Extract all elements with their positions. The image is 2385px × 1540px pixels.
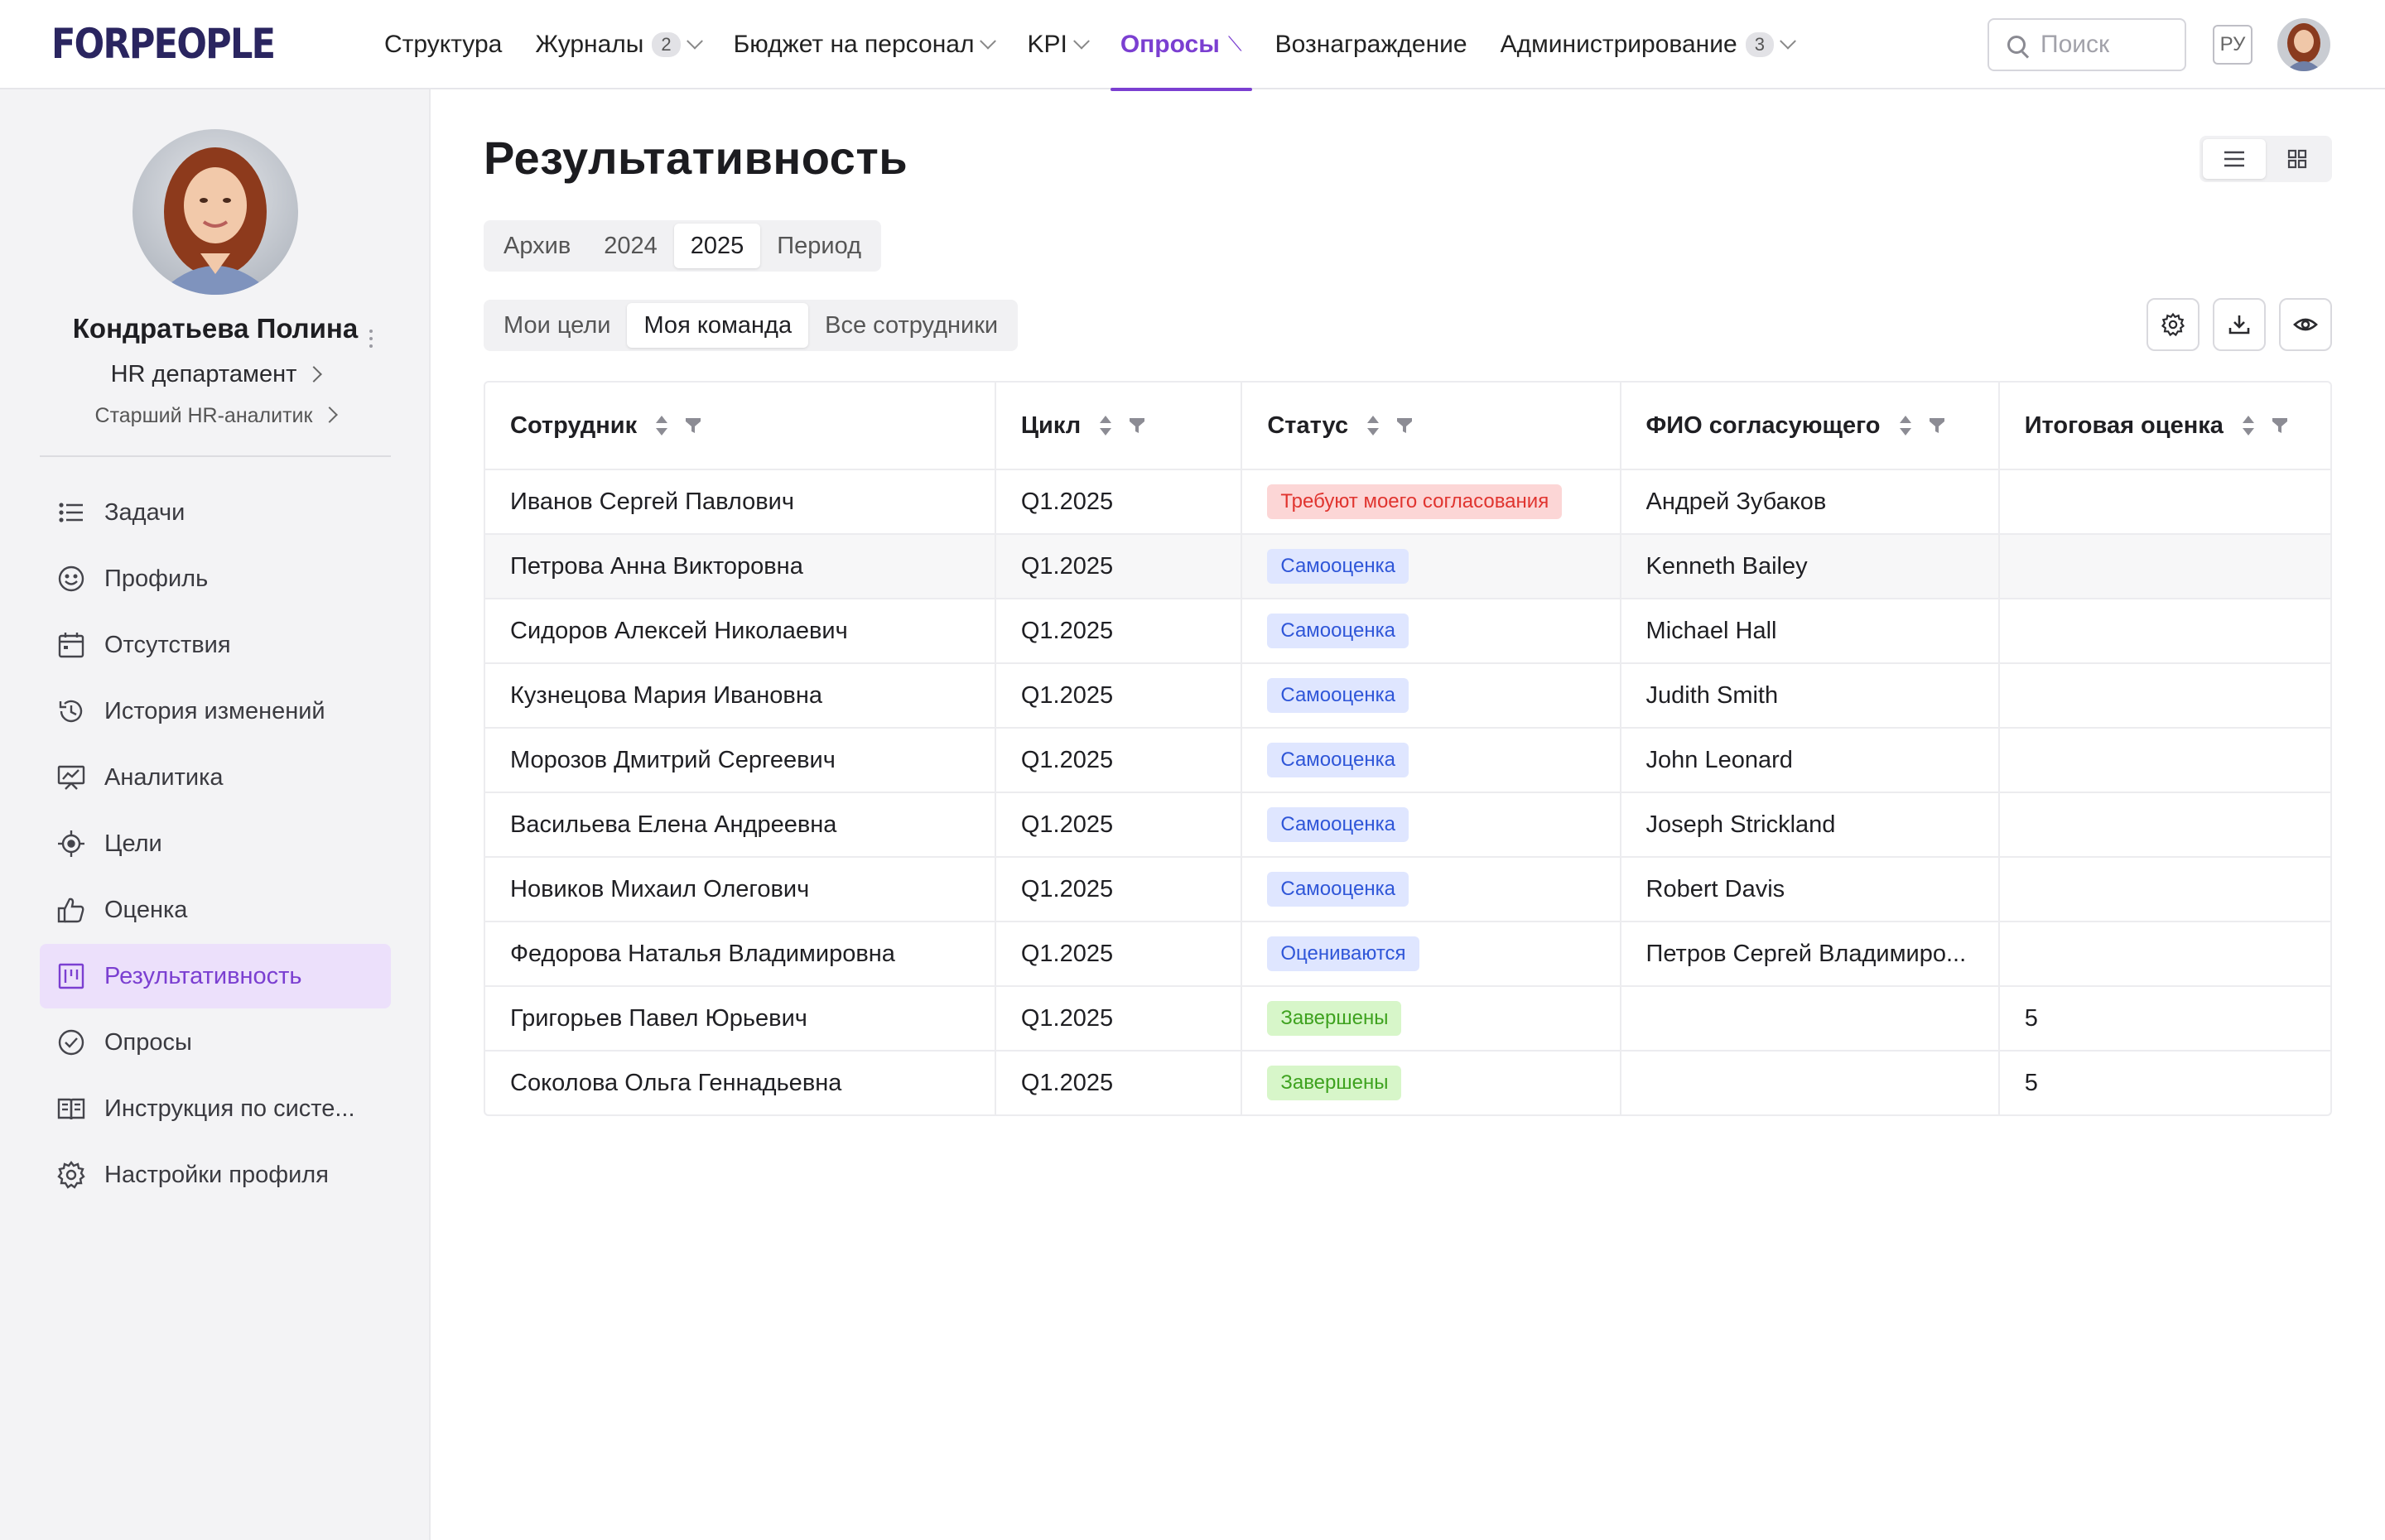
cell-approver	[1621, 1052, 2000, 1114]
sidebar-item-profile[interactable]	[40, 546, 391, 611]
thumbs-up-icon	[56, 895, 86, 925]
sidebar-item-performance[interactable]	[40, 944, 391, 1008]
cell-status	[1242, 599, 1621, 662]
table-row[interactable]	[485, 856, 2330, 921]
profile-department-link[interactable]	[0, 361, 431, 388]
tab-my-goals[interactable]: Мои цели	[504, 311, 611, 339]
tab-archive[interactable]: Архив	[504, 232, 571, 259]
view-toggle	[2200, 136, 2332, 182]
cell-final-score	[2000, 599, 2330, 662]
gear-icon	[2161, 312, 2185, 337]
check-circle-icon	[56, 1027, 86, 1057]
cell-approver	[1621, 987, 2000, 1050]
cell-employee: Новиков Михаил Олегович	[485, 858, 996, 921]
analytics-icon	[56, 763, 86, 792]
sidebar-item-label: Профиль	[104, 565, 209, 592]
cell-status	[1242, 1052, 1621, 1114]
cell-approver	[1621, 793, 2000, 856]
list-view-button[interactable]	[2203, 139, 2266, 179]
column-header-employee	[485, 383, 996, 469]
cell-approver	[1621, 664, 2000, 727]
filter-icon[interactable]	[1929, 416, 1945, 435]
cell-employee: Сидоров Алексей Николаевич	[485, 599, 996, 662]
cell-approver	[1621, 922, 2000, 985]
table-row[interactable]	[485, 469, 2330, 533]
cell-cycle: Q1.2025	[996, 987, 1242, 1050]
column-header-approver	[1621, 383, 2000, 469]
nav-item-kpi[interactable]	[1017, 0, 1096, 89]
list-icon	[56, 498, 86, 527]
status-badge: Самооценка	[1267, 807, 1409, 842]
cell-cycle: Q1.2025	[996, 729, 1242, 792]
cell-employee: Григорьев Павел Юрьевич	[485, 987, 996, 1050]
cell-status	[1242, 664, 1621, 727]
profile-department: HR департамент	[110, 361, 297, 387]
cell-final-score	[2000, 858, 2330, 921]
cell-final-score	[2000, 664, 2330, 727]
count-badge: 2	[652, 32, 680, 57]
filter-icon[interactable]	[685, 416, 701, 435]
cell-cycle: Q1.2025	[996, 664, 1242, 727]
profile-role-link[interactable]	[0, 404, 431, 428]
sidebar-item-label: Задачи	[104, 498, 186, 526]
profile-avatar[interactable]	[132, 129, 298, 295]
status-badge: Оцениваются	[1267, 936, 1419, 971]
sidebar-item-analytics[interactable]	[40, 745, 391, 810]
chevron-down-icon	[687, 33, 703, 50]
nav-item-rewards[interactable]	[1265, 0, 1477, 89]
approver-name: Андрей Зубаков	[1645, 488, 1827, 515]
cell-final-score	[2000, 535, 2330, 598]
cell-employee: Кузнецова Мария Ивановна	[485, 664, 996, 727]
cell-final-score	[2000, 470, 2330, 533]
cell-cycle: Q1.2025	[996, 599, 1242, 662]
nav-item-administration[interactable]	[1491, 0, 1804, 89]
eye-icon	[2293, 315, 2318, 334]
user-avatar[interactable]	[2277, 18, 2330, 71]
table-row[interactable]	[485, 921, 2330, 985]
cell-approver	[1621, 535, 2000, 598]
sidebar-menu	[40, 480, 391, 1209]
cell-cycle: Q1.2025	[996, 535, 1242, 598]
search-box[interactable]	[1988, 18, 2186, 71]
profile-role: Старший HR-аналитик	[94, 404, 313, 427]
cell-final-score: 5	[2024, 1004, 2038, 1032]
cell-employee: Васильева Елена Андреевна	[485, 793, 996, 856]
nav-item-label: Вознаграждение	[1274, 31, 1467, 58]
cell-approver	[1621, 729, 2000, 792]
sort-icon[interactable]	[655, 415, 668, 436]
tab-2025[interactable]: 2025	[674, 224, 761, 268]
status-badge: Самооценка	[1267, 743, 1409, 777]
nav-item-label: Бюджет на персонал	[733, 31, 975, 58]
status-badge: Самооценка	[1267, 549, 1409, 584]
cell-cycle: Q1.2025	[996, 470, 1242, 533]
cell-employee: Петрова Анна Викторовна	[485, 535, 996, 598]
gear-icon	[56, 1160, 86, 1190]
cell-final-score	[2000, 729, 2330, 792]
status-badge: Самооценка	[1267, 872, 1409, 907]
app-logo[interactable]: FORPEOPLE	[51, 20, 275, 68]
cell-final-score: 5	[2024, 1069, 2038, 1096]
calendar-icon	[56, 630, 86, 660]
sort-icon[interactable]	[2242, 415, 2255, 436]
tab-2024[interactable]: 2024	[604, 232, 658, 259]
column-header-final-score	[2000, 383, 2330, 469]
cell-employee: Морозов Дмитрий Сергеевич	[485, 729, 996, 792]
table-row[interactable]	[485, 727, 2330, 792]
chevron-down-icon	[1073, 33, 1090, 50]
cell-cycle: Q1.2025	[996, 922, 1242, 985]
column-header-label: Цикл	[1020, 411, 1082, 439]
cell-status	[1242, 729, 1621, 792]
main-nav	[374, 0, 1817, 89]
cell-approver	[1621, 858, 2000, 921]
table-settings-button[interactable]	[2146, 298, 2200, 351]
column-header-label: Статус	[1267, 411, 1349, 439]
sidebar-item-tasks[interactable]	[40, 480, 391, 545]
period-tabs	[484, 220, 881, 272]
approver-name: Michael Hall	[1645, 617, 1777, 644]
nav-item-surveys[interactable]	[1111, 0, 1252, 89]
sidebar-item-label: История изменений	[104, 697, 325, 724]
search-icon	[2007, 36, 2026, 54]
pin-icon: ⟍	[1227, 33, 1242, 55]
cell-employee: Федорова Наталья Владимировна	[485, 922, 996, 985]
book-icon	[56, 1094, 86, 1124]
cell-approver	[1621, 599, 2000, 662]
cell-status	[1242, 922, 1621, 985]
cell-status	[1242, 470, 1621, 533]
sort-icon[interactable]	[1366, 415, 1380, 436]
search-input[interactable]	[2040, 31, 2181, 59]
status-badge: Завершены	[1267, 1001, 1401, 1036]
language-switch[interactable]: РУ	[2213, 25, 2252, 65]
cell-approver	[1621, 470, 2000, 533]
tab-all-employees[interactable]: Все сотрудники	[825, 311, 999, 339]
sidebar-item-label: Цели	[104, 830, 162, 857]
scope-tabs	[484, 300, 1018, 351]
download-button[interactable]	[2213, 298, 2266, 351]
sidebar-item-goals[interactable]	[40, 811, 391, 876]
table-row[interactable]	[485, 533, 2330, 598]
approver-name: Петров Сергей Владимиро...	[1645, 940, 1967, 967]
performance-icon	[56, 961, 86, 991]
tab-my-team[interactable]: Моя команда	[627, 303, 808, 348]
sidebar-item-instructions[interactable]	[40, 1076, 391, 1141]
sidebar-item-assessment[interactable]	[40, 878, 391, 942]
column-header-label: Сотрудник	[510, 411, 638, 439]
profile-name: Кондратьева Полина	[72, 313, 359, 344]
filter-icon[interactable]	[1396, 416, 1413, 435]
sidebar-item-label: Инструкция по систе...	[104, 1095, 355, 1122]
sidebar-item-absences[interactable]	[40, 613, 391, 677]
cell-employee: Иванов Сергей Павлович	[485, 470, 996, 533]
status-badge: Самооценка	[1267, 614, 1409, 648]
approver-name: Kenneth Bailey	[1645, 552, 1808, 580]
sort-icon[interactable]	[1099, 415, 1112, 436]
nav-item-structure[interactable]	[374, 0, 512, 89]
performance-table	[484, 381, 2332, 1116]
count-badge: 3	[1746, 32, 1774, 57]
sidebar-item-profile-settings[interactable]	[40, 1143, 391, 1207]
status-badge: Самооценка	[1267, 678, 1409, 713]
top-bar	[0, 0, 2385, 89]
table-row[interactable]	[485, 1050, 2330, 1114]
filter-icon[interactable]	[2272, 416, 2288, 435]
page-title: Результативность	[484, 132, 908, 184]
approver-name: Judith Smith	[1645, 681, 1779, 709]
cell-employee: Соколова Ольга Геннадьевна	[485, 1052, 996, 1114]
chevron-right-icon	[322, 407, 339, 423]
more-options-icon[interactable]	[368, 330, 374, 348]
column-header-cycle	[996, 383, 1242, 469]
cell-cycle: Q1.2025	[996, 793, 1242, 856]
sidebar-item-label: Аналитика	[104, 763, 224, 791]
filter-icon[interactable]	[1129, 416, 1145, 435]
visibility-button[interactable]	[2279, 298, 2332, 351]
sidebar	[0, 89, 431, 1540]
table-row[interactable]	[485, 662, 2330, 727]
sidebar-item-label: Отсутствия	[104, 631, 231, 658]
smile-icon	[56, 564, 86, 594]
cell-cycle: Q1.2025	[996, 858, 1242, 921]
list-view-icon	[2223, 149, 2246, 169]
sidebar-item-label: Результативность	[104, 962, 302, 989]
cell-final-score	[2000, 793, 2330, 856]
status-badge: Требуют моего согласования	[1267, 484, 1562, 519]
tab-period[interactable]: Период	[777, 232, 862, 259]
table-row[interactable]	[485, 792, 2330, 856]
nav-item-budget[interactable]	[724, 0, 1005, 89]
cell-final-score	[2000, 922, 2330, 985]
table-header	[485, 383, 2330, 469]
table-row[interactable]	[485, 598, 2330, 662]
status-badge: Завершены	[1267, 1066, 1401, 1100]
sort-icon[interactable]	[1899, 415, 1912, 436]
grid-view-icon	[2286, 148, 2308, 170]
sidebar-item-label: Опросы	[104, 1028, 192, 1056]
history-icon	[56, 696, 86, 726]
cell-status	[1242, 793, 1621, 856]
table-row[interactable]	[485, 985, 2330, 1050]
cell-status	[1242, 535, 1621, 598]
cell-status	[1242, 858, 1621, 921]
grid-view-button[interactable]	[2266, 139, 2329, 179]
target-icon	[56, 829, 86, 859]
download-icon	[2228, 313, 2251, 336]
sidebar-item-history[interactable]	[40, 679, 391, 744]
nav-item-label: Опросы	[1120, 31, 1220, 58]
nav-item-label: KPI	[1027, 31, 1067, 58]
nav-item-label: Журналы	[535, 31, 644, 58]
nav-item-label: Структура	[384, 31, 503, 58]
column-header-label: Итоговая оценка	[2024, 411, 2224, 439]
column-header-label: ФИО согласующего	[1645, 411, 1881, 439]
divider	[40, 455, 391, 457]
sidebar-item-label: Оценка	[104, 896, 188, 923]
sidebar-item-surveys[interactable]	[40, 1010, 391, 1075]
nav-item-journals[interactable]	[525, 0, 710, 89]
cell-status	[1242, 987, 1621, 1050]
sidebar-item-label: Настройки профиля	[104, 1161, 329, 1188]
approver-name: Robert Davis	[1645, 875, 1785, 902]
chevron-right-icon	[306, 366, 322, 383]
chevron-down-icon	[980, 33, 997, 50]
approver-name: Joseph Strickland	[1645, 811, 1836, 838]
chevron-down-icon	[1780, 33, 1796, 50]
approver-name: John Leonard	[1645, 746, 1793, 773]
cell-cycle: Q1.2025	[996, 1052, 1242, 1114]
nav-item-label: Администрирование	[1500, 31, 1737, 58]
column-header-status	[1242, 383, 1621, 469]
